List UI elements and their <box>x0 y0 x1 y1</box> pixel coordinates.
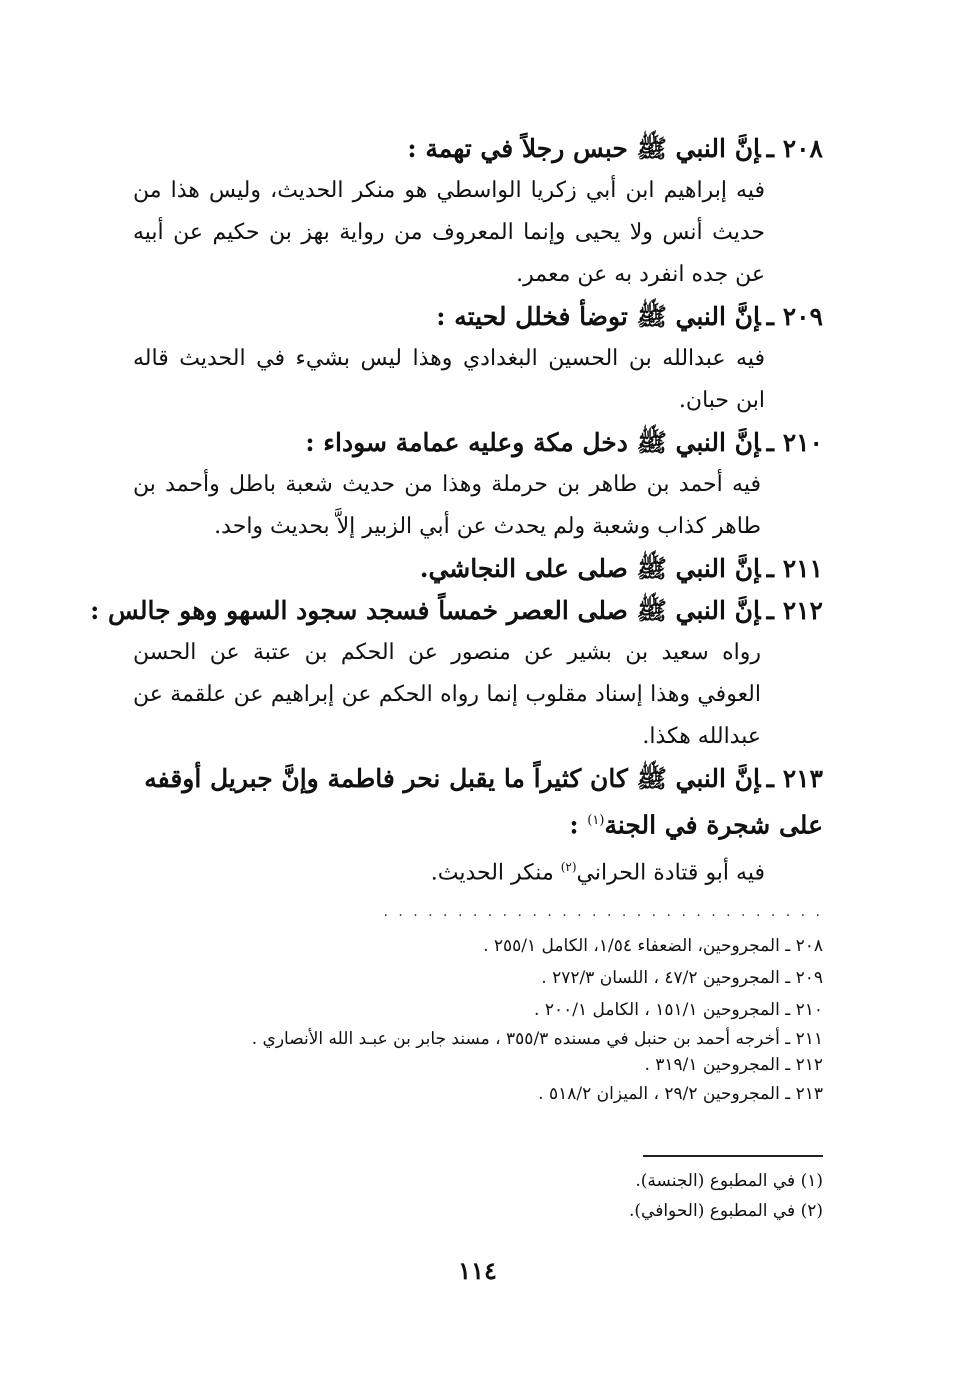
entry-heading <box>133 548 823 590</box>
entry-heading <box>133 296 823 338</box>
footnote-marker: (٢) <box>560 860 577 875</box>
footnotes <box>133 1166 823 1226</box>
entry-208 <box>133 128 823 296</box>
entry-212 <box>90 590 823 758</box>
entry-title: إنَّ النبي ﷺ كان كثيراً ما يقبل نحر فاطمة وإنَّ جبريل أوقفه على شجرة في الجنة <box>144 764 823 840</box>
entry-heading <box>133 422 823 464</box>
entry-commentary: فيه إبراهيم ابن أبي زكريا الواسطي هو منكر الحديث، وليس هذا من حديث أنس ولا يحيى وإنما المعروف من رواية بهز بن حكيم عن أبيه عن جده انفرد به عن معمر. <box>133 178 765 287</box>
entry-title: إنَّ النبي ﷺ حبس رجلاً في تهمة : <box>407 134 761 163</box>
entry-210 <box>133 422 823 548</box>
entry-number: ٢١١ ـ <box>766 554 823 583</box>
entry-209 <box>133 296 823 422</box>
reference-item: ٢٠٨ ـ المجروحين، الضعفاء ١/٥٤، الكامل ٢٥٥/١ . <box>483 936 823 956</box>
entry-commentary: رواه سعيد بن بشير عن منصور عن الحكم بن عتبة عن الحسن العوفي وهذا إسناد مقلوب إنما رواه الحكم عن إبراهيم عن علقمة عن عبدالله هكذا. <box>133 640 761 749</box>
entry-number: ٢١٢ ـ <box>766 596 823 625</box>
entry-title: إنَّ النبي ﷺ توضأ فخلل لحيته : <box>436 302 761 331</box>
source-references <box>133 930 823 1110</box>
entry-number: ٢١٣ ـ <box>766 764 823 793</box>
entry-title: إنَّ النبي ﷺ صلى العصر خمساً فسجد سجود السهو وهو جالس : <box>90 596 761 625</box>
entry-heading <box>90 590 823 632</box>
reference-item: ٢١٣ ـ المجروحين ٢٩/٢ ، الميزان ٥١٨/٢ . <box>538 1084 823 1104</box>
entry-number: ٢١٠ ـ <box>766 428 823 457</box>
entry-213 <box>133 758 823 895</box>
reference-item: ٢١٢ ـ المجروحين ٣١٩/١ . <box>644 1055 823 1075</box>
entry-211 <box>133 548 823 590</box>
commentary-text: منكر الحديث. <box>430 860 561 886</box>
entry-commentary: فيه أحمد بن طاهر بن حرملة وهذا من حديث شعبة باطل وأحمد بن طاهر كذاب وشعبة ولم يحدث عن أبي الزبير إلاَّ بحديث واحد. <box>133 472 761 539</box>
entry-title: إنَّ النبي ﷺ صلى على النجاشي. <box>419 554 761 583</box>
reference-item: ٢٠٩ ـ المجروحين ٤٧/٢ ، اللسان ٢٧٢/٣ . <box>541 968 823 988</box>
footnote-item: (١) في المطبوع (الجنسة). <box>635 1171 823 1191</box>
commentary-text: فيه أبو قتادة الحراني <box>576 860 765 886</box>
entry-commentary: فيه عبدالله بن الحسين البغدادي وهذا ليس بشيء في الحديث قاله ابن حبان. <box>133 346 765 413</box>
page-number: ١١٤ <box>458 1256 497 1285</box>
entry-number: ٢٠٩ ـ <box>766 302 823 331</box>
main-text <box>90 128 823 895</box>
footnote-item: (٢) في المطبوع (الحوافي). <box>629 1201 823 1221</box>
reference-item: ٢١١ ـ أخرجه أحمد بن حنبل في مسنده ٣٥٥/٣ ، مسند جابر بن عبـد الله الأنصاري . <box>251 1029 823 1049</box>
dotted-separator: . . . . . . . . . . . . . . . . . . . . . . . . . . . . . . <box>383 904 823 920</box>
footnote-divider <box>643 1155 823 1157</box>
footnote-marker: (١) <box>587 813 605 828</box>
entry-commentary <box>133 846 765 894</box>
entry-number: ٢٠٨ ـ <box>766 134 823 163</box>
heading-colon: : <box>569 810 579 840</box>
reference-item: ٢١٠ ـ المجروحين ١٥١/١ ، الكامل ٢٠٠/١ . <box>534 1000 823 1020</box>
entry-heading <box>133 758 823 846</box>
entry-title: إنَّ النبي ﷺ دخل مكة وعليه عمامة سوداء : <box>305 428 761 457</box>
entry-heading <box>133 128 823 170</box>
